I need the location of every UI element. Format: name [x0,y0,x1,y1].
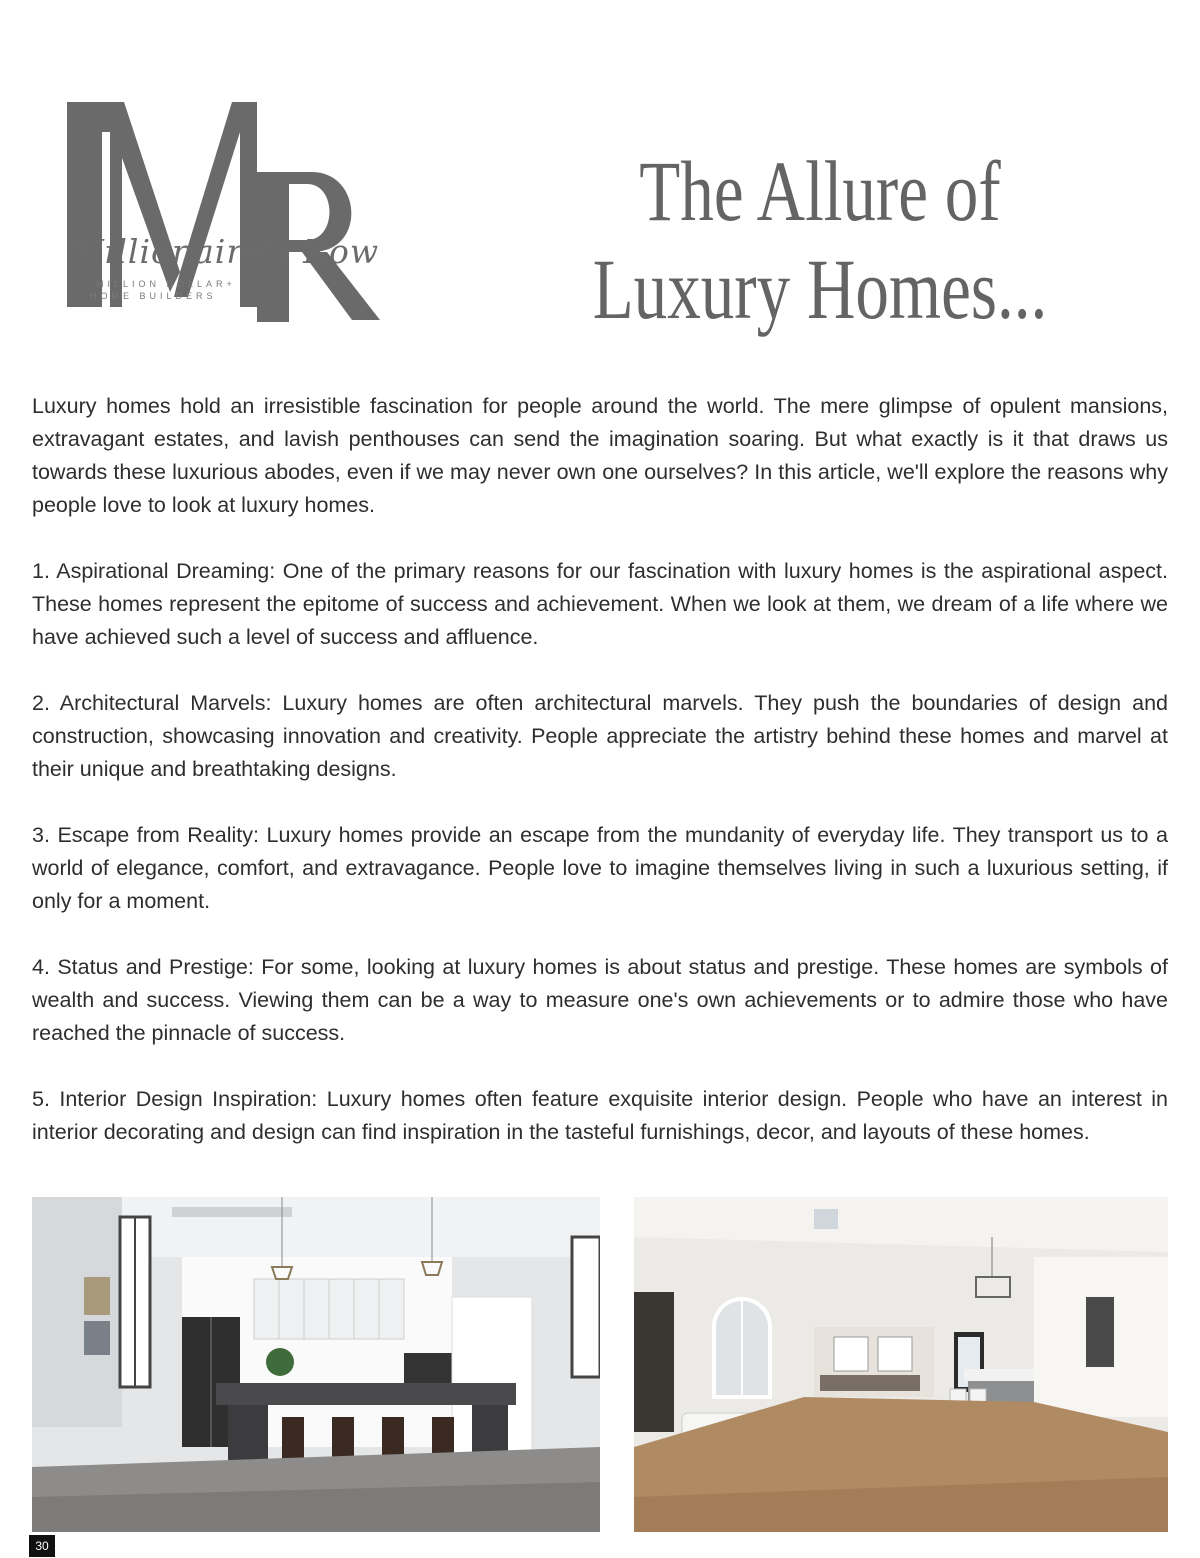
reason-paragraph-1: 1. Aspirational Dreaming: One of the primary reasons for our fascination with luxury homes is the aspirational aspect. These homes represent the epitome of success and achievement. When we look at them, we dream of a life where we have achieved such a level of success and affluence. [32,559,1168,649]
title-line-2: Luxury Homes... [592,241,1048,337]
reason-paragraph-4: 4. Status and Prestige: For some, looking at luxury homes is about status and prestige. These homes are symbols of wealth and success. Viewing them can be a way to measure one's own achievements or to admire those who have reached the pinnacle of success. [32,955,1168,1045]
title-line-1: The Allure of [639,143,1001,239]
logo-tagline-2: HOME BUILDERS [90,291,217,301]
article-body [32,390,1168,1182]
page-title [578,142,1062,338]
living-room-photo [634,1197,1168,1532]
reason-paragraph-3: 3. Escape from Reality: Luxury homes provide an escape from the mundanity of everyday life. They transport us to a world of elegance, comfort, and extravagance. People love to imagine themselves living in such a luxurious setting, if only for a moment. [32,823,1168,913]
reason-paragraph-2: 2. Architectural Marvels: Luxury homes are often architectural marvels. They push the boundaries of design and construction, showcasing innovation and creativity. People appreciate the artistry behind these homes and marvel at their unique and breathtaking designs. [32,691,1168,781]
intro-paragraph: Luxury homes hold an irresistible fascination for people around the world. The mere glimpse of opulent mansions, extravagant estates, and lavish penthouses can send the imagination soaring. But what exactly is it that draws us towards these luxurious abodes, even if we may never own one ourselves? In this article, we'll explore the reasons why people love to look at luxury homes. [32,394,1168,517]
page-number: 30 [29,1535,55,1557]
kitchen-photo [32,1197,600,1532]
logo-script-name: Millionaire's Row [70,232,380,271]
reason-paragraph-5: 5. Interior Design Inspiration: Luxury homes often feature exquisite interior design. People who have an interest in interior decorating and design can find inspiration in the tasteful furnishings, decor, and layouts of these homes. [32,1087,1168,1144]
brand-logo [62,92,407,327]
logo-tagline-1: MILLION DOLLAR+ [96,279,236,289]
